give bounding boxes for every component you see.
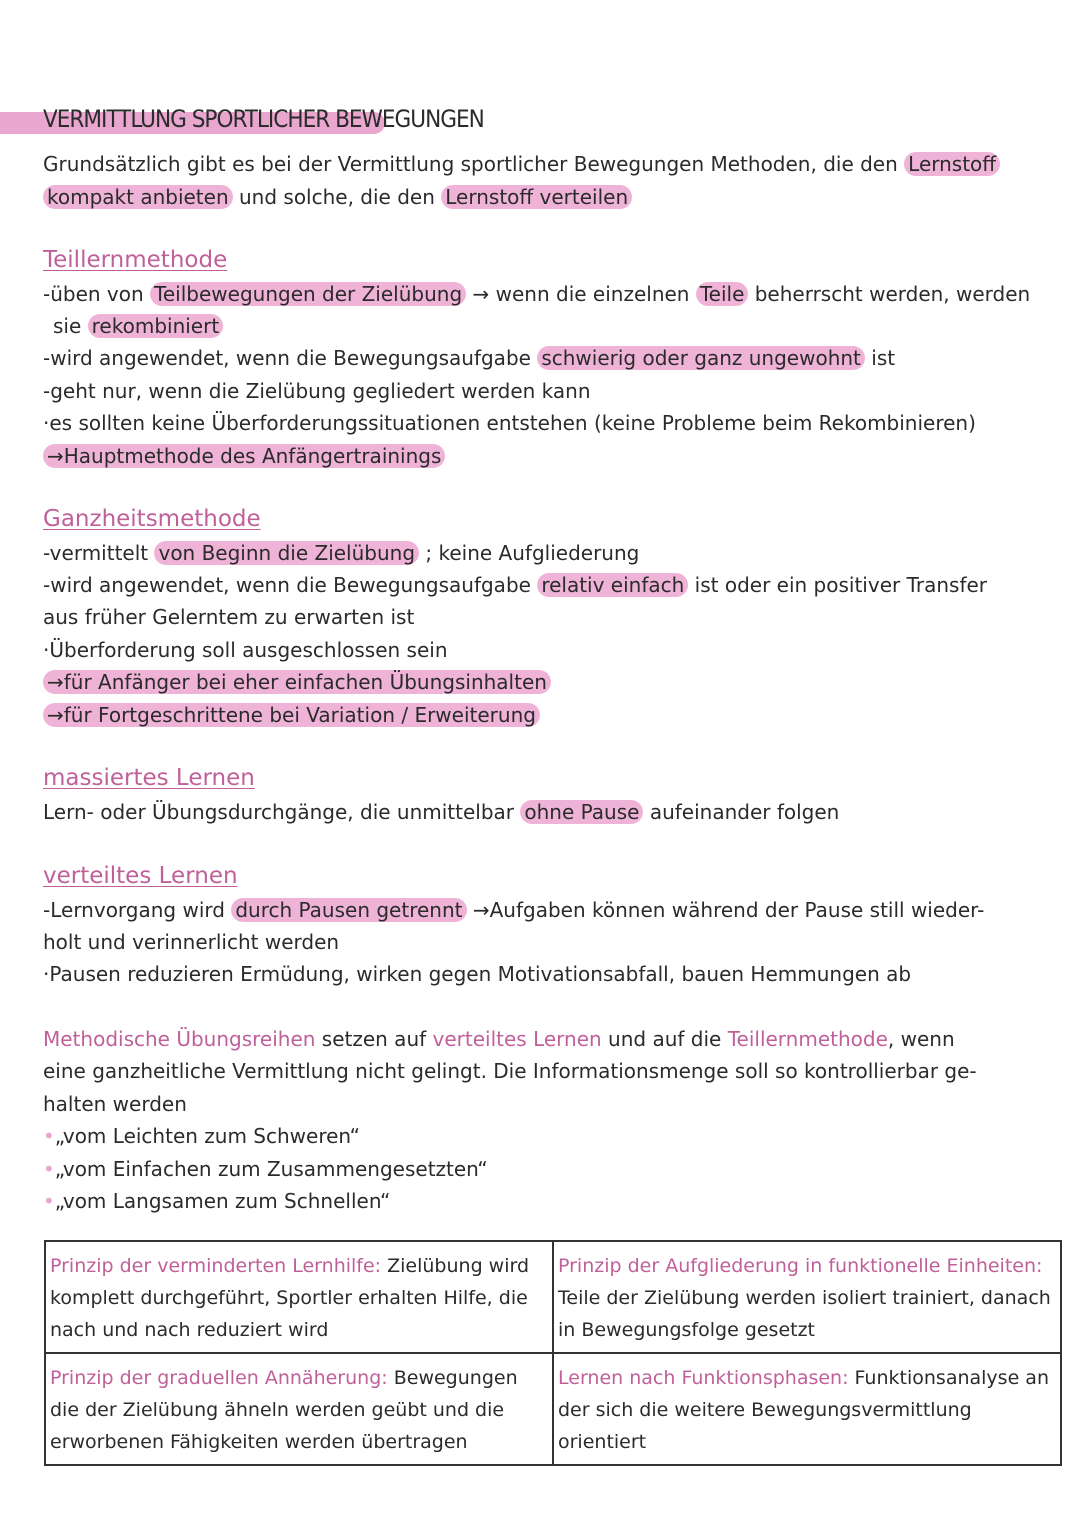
cell-text: Funktionsanalyse an der sich die weitere Bewegungsvermittlung orientiert xyxy=(558,1367,1049,1453)
method-text: und auf die xyxy=(608,1027,722,1051)
teil-line-3 xyxy=(43,345,895,371)
method-text: setzen auf xyxy=(321,1027,427,1051)
cell-text: Zielübung wird komplett durchgeführt, Sportler erhalten Hilfe, die nach und nach reduziert wird xyxy=(50,1255,530,1341)
teil-line-5: ·es sollten keine Überforderungssituationen entstehen (keine Probleme beim Rekombinieren) xyxy=(43,411,976,435)
method-term: Methodische Übungsreihen xyxy=(43,1027,316,1051)
method-line-3: halten werden xyxy=(43,1092,187,1116)
teil-line-2 xyxy=(53,313,223,339)
method-line-1 xyxy=(43,1026,955,1052)
ganz-line-2 xyxy=(43,572,987,598)
teil-line-1 xyxy=(43,281,1030,307)
heading-teillernmethode: Teillernmethode xyxy=(43,247,228,273)
method-term: Teillernmethode xyxy=(727,1027,888,1051)
cell-title: Prinzip der graduellen Annäherung: xyxy=(50,1367,388,1389)
mass-text: Lern- oder Übungsdurchgänge, die unmittelbar xyxy=(43,800,515,824)
method-bullet-1 xyxy=(43,1123,360,1149)
teil-text: -üben von xyxy=(43,282,144,306)
teil-highlight: schwierig oder ganz ungewohnt xyxy=(537,346,865,370)
vert-text: →Aufgaben können während der Pause still wieder- xyxy=(472,898,985,922)
ganz-highlight: →für Fortgeschrittene bei Variation / Erweiterung xyxy=(43,703,540,727)
ganz-highlight: relativ einfach xyxy=(537,573,688,597)
cell-text: Teile der Zielübung werden isoliert trainiert, danach in Bewegungsfolge gesetzt xyxy=(558,1287,1051,1341)
teil-text: sie xyxy=(53,314,82,338)
ganz-highlight: von Beginn die Zielübung xyxy=(154,541,419,565)
bullet-dot: • xyxy=(43,1124,55,1148)
cell-text: Bewegungen die der Zielübung ähneln werden geübt und die erworbenen Fähigkeiten werden übertragen xyxy=(50,1367,518,1453)
teil-highlight: Teile xyxy=(696,282,749,306)
ganz-line-5 xyxy=(43,669,551,695)
table-cell-verminderte-lernhilfe xyxy=(45,1241,553,1353)
bullet-dot: • xyxy=(43,1157,55,1181)
intro-text-2: und solche, die den xyxy=(239,185,435,209)
method-bullet-2 xyxy=(43,1156,488,1182)
teil-text: beherrscht werden, werden xyxy=(754,282,1031,306)
mass-line-1 xyxy=(43,799,839,825)
cell-title: Prinzip der verminderten Lernhilfe: xyxy=(50,1255,382,1277)
intro-highlight-1: Lernstoff xyxy=(904,152,1000,176)
cell-title: Prinzip der Aufgliederung in funktionelle Einheiten: xyxy=(558,1255,1043,1277)
mass-text: aufeinander folgen xyxy=(649,800,840,824)
ganz-text: ; keine Aufgliederung xyxy=(425,541,640,565)
vert-highlight: durch Pausen getrennt xyxy=(231,898,466,922)
bullet-text: „vom Leichten zum Schweren“ xyxy=(54,1124,360,1148)
teil-text: ist xyxy=(871,346,896,370)
mass-highlight: ohne Pause xyxy=(520,800,643,824)
intro-highlight-3: Lernstoff verteilen xyxy=(441,185,632,209)
teil-highlight: →Hauptmethode des Anfängertrainings xyxy=(43,444,445,468)
vert-line-1 xyxy=(43,897,984,923)
ganz-line-1 xyxy=(43,540,639,566)
vert-text: -Lernvorgang wird xyxy=(43,898,225,922)
ganz-line-6 xyxy=(43,702,540,728)
cell-title: Lernen nach Funktionsphasen: xyxy=(558,1367,849,1389)
method-text: , wenn xyxy=(887,1027,955,1051)
table-row xyxy=(45,1241,1061,1353)
vert-line-2: holt und verinnerlicht werden xyxy=(43,930,340,954)
teil-line-6 xyxy=(43,443,445,469)
ganz-highlight: →für Anfänger bei eher einfachen Übungsinhalten xyxy=(43,670,551,694)
table-cell-funktionsphasen xyxy=(553,1353,1061,1465)
bullet-dot: • xyxy=(43,1189,55,1213)
table-cell-graduelle-annaeherung xyxy=(45,1353,553,1465)
intro-highlight-2: kompakt anbieten xyxy=(43,185,233,209)
ganz-text: ist oder ein positiver Transfer xyxy=(694,573,988,597)
teil-text: → wenn die einzelnen xyxy=(472,282,690,306)
method-bullet-3 xyxy=(43,1188,390,1214)
bullet-text: „vom Einfachen zum Zusammengesetzten“ xyxy=(54,1157,488,1181)
principles-table xyxy=(44,1240,1062,1466)
vert-line-3: ·Pausen reduzieren Ermüdung, wirken gegen Motivationsabfall, bauen Hemmungen ab xyxy=(43,962,912,986)
teil-highlight: Teilbewegungen der Zielübung xyxy=(150,282,466,306)
ganz-line-4: ·Überforderung soll ausgeschlossen sein xyxy=(43,638,448,662)
method-line-2: eine ganzheitliche Vermittlung nicht gelingt. Die Informationsmenge soll so kontrollierbar ge- xyxy=(43,1059,977,1083)
bullet-text: „vom Langsamen zum Schnellen“ xyxy=(54,1189,391,1213)
intro-text: Grundsätzlich gibt es bei der Vermittlung sportlicher Bewegungen Methoden, die den xyxy=(43,152,898,176)
ganz-text: -vermittelt xyxy=(43,541,149,565)
heading-ganzheitsmethode: Ganzheitsmethode xyxy=(43,506,261,532)
intro-line-2 xyxy=(43,184,632,210)
heading-massiertes-lernen: massiertes Lernen xyxy=(43,765,255,791)
teil-highlight: rekombiniert xyxy=(88,314,224,338)
table-cell-aufgliederung xyxy=(553,1241,1061,1353)
ganz-line-3: aus früher Gelerntem zu erwarten ist xyxy=(43,605,415,629)
table-row xyxy=(45,1353,1061,1465)
teil-line-4: -geht nur, wenn die Zielübung gegliedert werden kann xyxy=(43,379,591,403)
method-term: verteiltes Lernen xyxy=(432,1027,602,1051)
page-title: VERMITTLUNG SPORTLICHER BEWEGUNGEN xyxy=(43,105,484,133)
heading-verteiltes-lernen: verteiltes Lernen xyxy=(43,863,238,889)
ganz-text: -wird angewendet, wenn die Bewegungsaufgabe xyxy=(43,573,531,597)
intro-line-1 xyxy=(43,151,1000,177)
teil-text: -wird angewendet, wenn die Bewegungsaufgabe xyxy=(43,346,531,370)
